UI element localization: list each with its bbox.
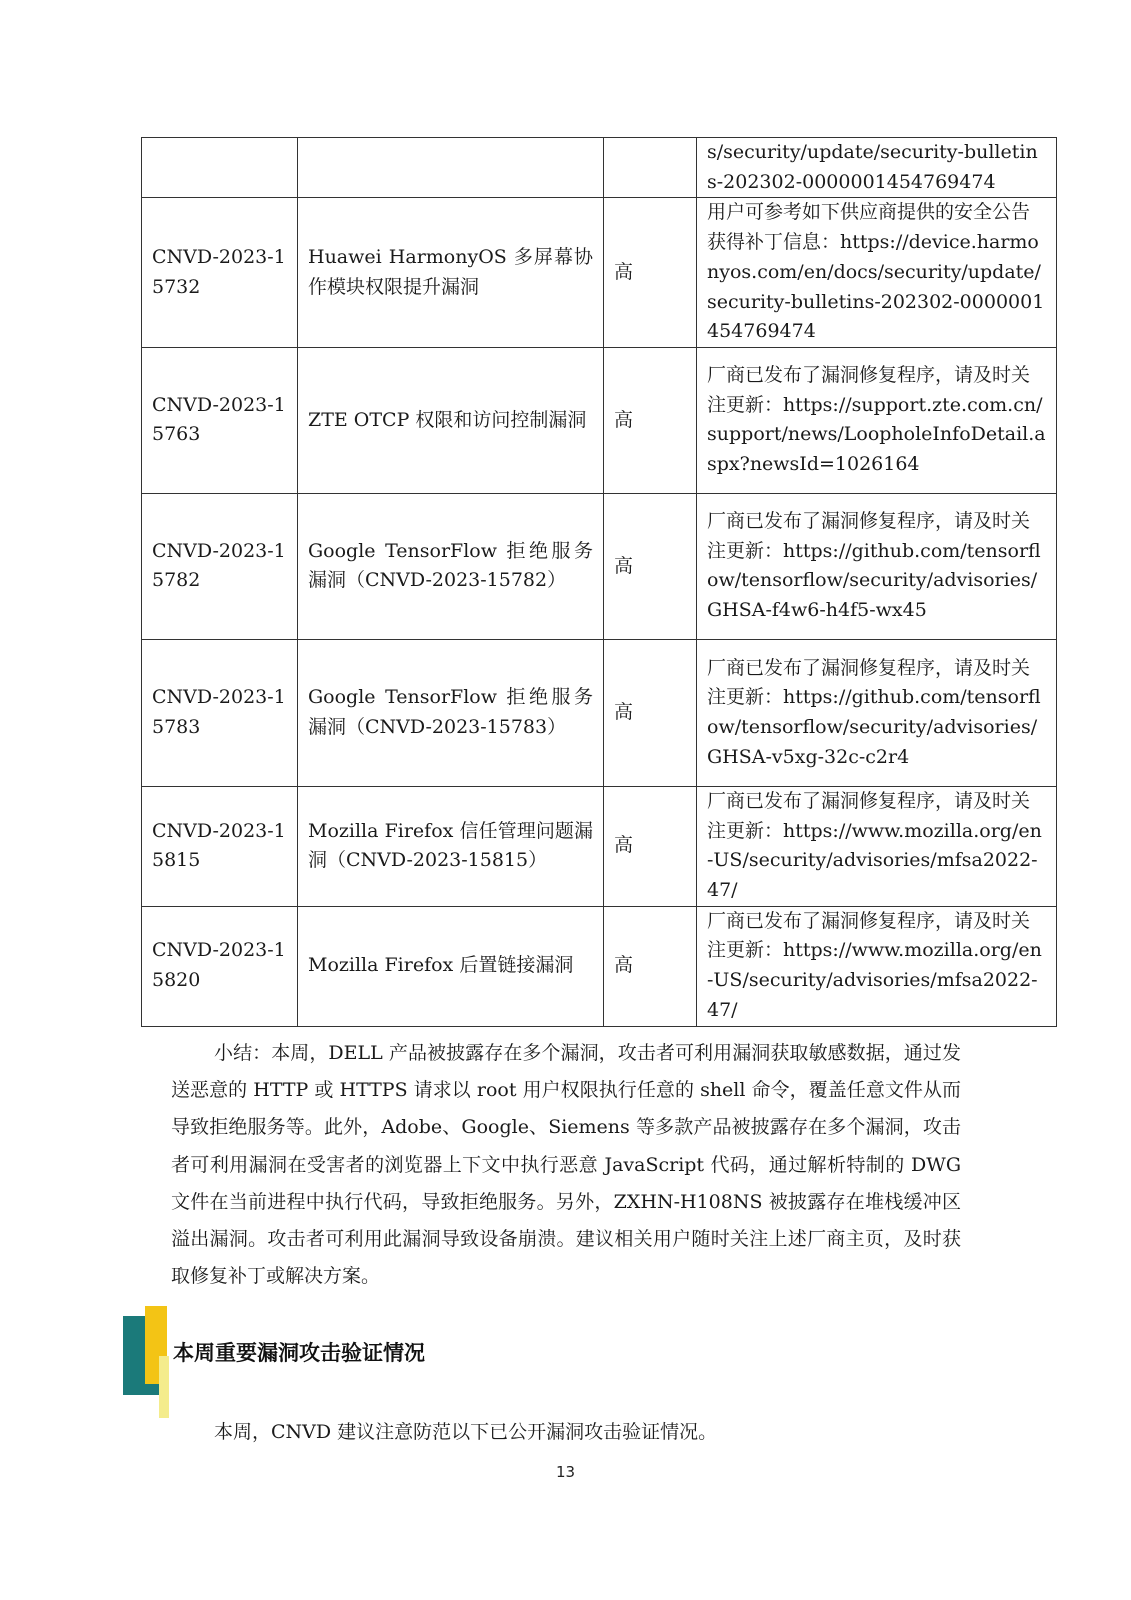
vuln-level-cell: 高 — [604, 347, 697, 493]
vuln-name-cell: Mozilla Firefox 后置链接漏洞 — [298, 906, 604, 1026]
table-row — [142, 786, 1057, 906]
vuln-level-cell: 高 — [604, 198, 697, 348]
vulnerability-table — [141, 137, 1057, 1027]
vuln-name-cell: Google TensorFlow 拒绝服务漏洞（CNVD-2023-15782） — [298, 493, 604, 639]
table-row — [142, 347, 1057, 493]
vuln-name-cell: Google TensorFlow 拒绝服务漏洞（CNVD-2023-15783） — [298, 639, 604, 786]
table-row — [142, 493, 1057, 639]
section-intro: 本周，CNVD 建议注意防范以下已公开漏洞攻击验证情况。 — [214, 1421, 718, 1443]
table-row — [142, 639, 1057, 786]
vuln-name-cell — [298, 138, 604, 198]
table-row — [142, 198, 1057, 348]
vuln-name-cell: Mozilla Firefox 信任管理问题漏洞（CNVD-2023-15815） — [298, 786, 604, 906]
vuln-fix-cell: 用户可参考如下供应商提供的安全公告获得补丁信息：https://device.harmonyos.com/en/docs/security/update/security-bulletins-202302-0000001454769474 — [697, 198, 1057, 348]
section-marker-icon — [123, 1316, 171, 1422]
vuln-id-cell: CNVD-2023-15783 — [142, 639, 298, 786]
vuln-level-cell: 高 — [604, 786, 697, 906]
vuln-id-cell — [142, 138, 298, 198]
vuln-id-cell: CNVD-2023-15732 — [142, 198, 298, 348]
vuln-id-cell: CNVD-2023-15820 — [142, 906, 298, 1026]
vuln-id-cell: CNVD-2023-15815 — [142, 786, 298, 906]
section-title: 本周重要漏洞攻击验证情况 — [173, 1341, 425, 1365]
vuln-level-cell — [604, 138, 697, 198]
vuln-name-cell: Huawei HarmonyOS 多屏幕协作模块权限提升漏洞 — [298, 198, 604, 348]
summary-paragraph: 小结：本周，DELL 产品被披露存在多个漏洞，攻击者可利用漏洞获取敏感数据，通过发送恶意的 HTTP 或 HTTPS 请求以 root 用户权限执行任意的 shell 命令，覆盖任意文件从而导致拒绝服务等。此外，Adobe、Google、Siemens 等多款产品被披露存在多个漏洞，攻击者可利用漏洞在受害者的浏览器上下文中执行恶意 JavaScript 代码，通过解析特制的 DWG 文件在当前进程中执行代码，导致拒绝服务。另外，ZXHN-H108NS 被披露存在堆栈缓冲区溢出漏洞。攻击者可利用此漏洞导致设备崩溃。建议相关用户随时关注上述厂商主页，及时获取修复补丁或解决方案。 — [171, 1042, 961, 1288]
vuln-name-cell: ZTE OTCP 权限和访问控制漏洞 — [298, 347, 604, 493]
vuln-fix-cell: 厂商已发布了漏洞修复程序，请及时关注更新：https://support.zte.com.cn/support/news/LoopholeInfoDetail.aspx?newsId=1026164 — [697, 347, 1057, 493]
vuln-level-cell: 高 — [604, 639, 697, 786]
vuln-fix-cell: 厂商已发布了漏洞修复程序，请及时关注更新：https://github.com/tensorflow/tensorflow/security/advisories/GHSA-v5xg-32c-c2r4 — [697, 639, 1057, 786]
table-row — [142, 138, 1057, 198]
vuln-id-cell: CNVD-2023-15782 — [142, 493, 298, 639]
vuln-fix-cell: s/security/update/security-bulletins-202302-0000001454769474 — [697, 138, 1057, 198]
vuln-level-cell: 高 — [604, 493, 697, 639]
vuln-fix-cell: 厂商已发布了漏洞修复程序，请及时关注更新：https://www.mozilla.org/en-US/security/advisories/mfsa2022-47/ — [697, 786, 1057, 906]
table-row — [142, 906, 1057, 1026]
vuln-id-cell: CNVD-2023-15763 — [142, 347, 298, 493]
vuln-level-cell: 高 — [604, 906, 697, 1026]
vuln-fix-cell: 厂商已发布了漏洞修复程序，请及时关注更新：https://github.com/tensorflow/tensorflow/security/advisories/GHSA-f4w6-h4f5-wx45 — [697, 493, 1057, 639]
page-number: 13 — [555, 1463, 576, 1481]
vuln-fix-cell: 厂商已发布了漏洞修复程序，请及时关注更新：https://www.mozilla.org/en-US/security/advisories/mfsa2022-47/ — [697, 906, 1057, 1026]
